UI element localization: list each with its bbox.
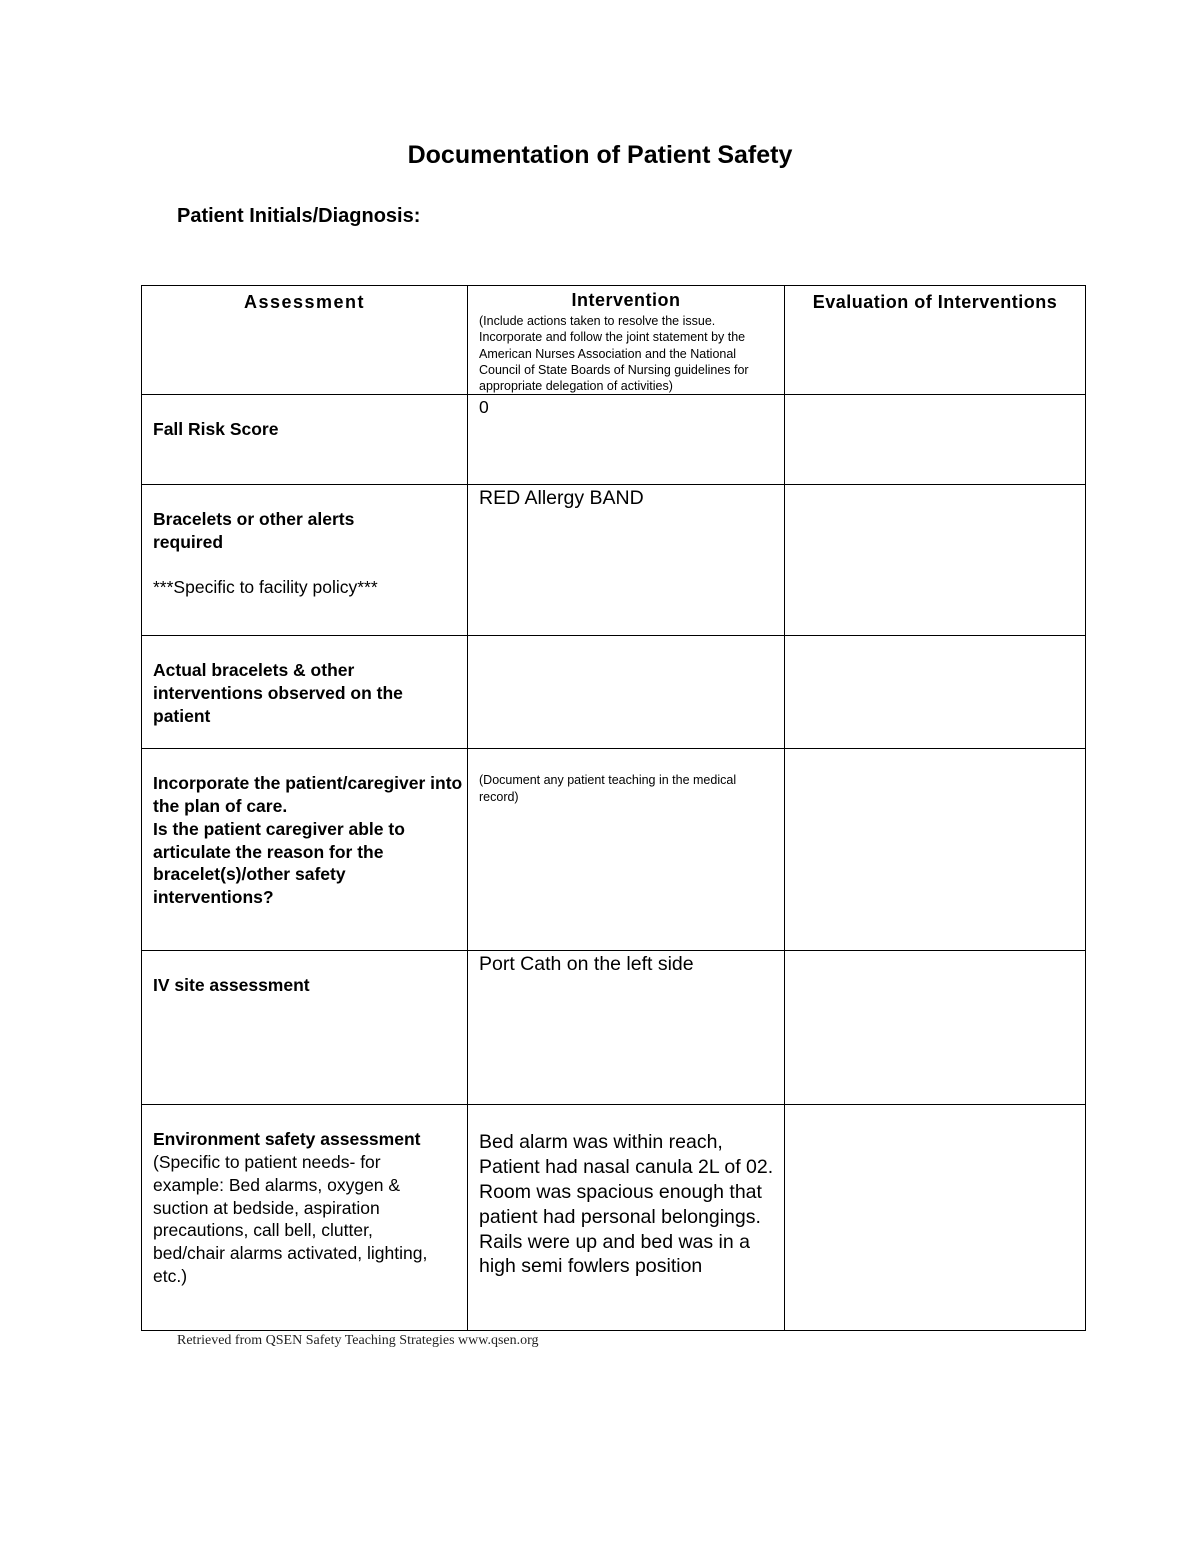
bracelets-label-cell [142,485,468,636]
environment-label-cell [142,1105,468,1331]
fall-risk-label-cell [142,395,468,485]
patient-safety-table [141,285,1086,1331]
fall-risk-label: Fall Risk Score [153,419,279,440]
environment-intervention-cell[interactable] [468,1105,785,1331]
header-intervention-note: (Include actions taken to resolve the issue. Incorporate and follow the joint statement by the American Nurses Association and the National Council of State Boards of Nursing guidelines for appropriate delegation of activities) [479,314,749,394]
header-intervention-cell [468,286,785,395]
iv-site-intervention-cell[interactable] [468,951,785,1105]
iv-site-evaluation-cell[interactable] [785,951,1086,1105]
iv-site-label: IV site assessment [153,975,310,996]
header-intervention: Intervention [571,290,681,310]
actual-bracelets-evaluation-cell[interactable] [785,636,1086,749]
bracelets-intervention-text: RED Allergy BAND [479,487,644,510]
environment-intervention-text: Bed alarm was within reach, Patient had nasal canula 2L of 02. Room was spacious enough that patient had personal belongings. Rails were up and bed was in a high semi fowlers position [479,1131,774,1278]
header-assessment-cell [142,286,468,395]
fall-risk-score-value: 0 [479,397,489,418]
fall-risk-intervention-cell[interactable] [468,395,785,485]
caregiver-label-cell [142,749,468,951]
caregiver-label-line2: Is the patient caregiver able to articulate the reason for the bracelet(s)/other safety interventions? [153,818,405,907]
iv-site-label-cell [142,951,468,1105]
iv-site-intervention-text: Port Cath on the left side [479,953,694,976]
bracelets-label: Bracelets or other alerts required [153,509,355,553]
table-row [142,1105,1086,1331]
environment-note: (Specific to patient needs- for example: Bed alarms, oxygen & suction at bedside, aspiration precautions, call bell, clutter, bed/chair alarms activated, lighting, etc.) [153,1152,428,1286]
table-row [142,485,1086,636]
environment-label: Environment safety assessment [153,1129,421,1150]
source-footer: Retrieved from QSEN Safety Teaching Strategies www.qsen.org [177,1333,539,1348]
header-row [142,286,1086,395]
patient-initials-label: Patient Initials/Diagnosis: [177,205,421,227]
header-evaluation-cell [785,286,1086,395]
caregiver-teaching-note: (Document any patient teaching in the medical record) [479,773,737,804]
header-evaluation: Evaluation of Interventions [812,292,1058,312]
actual-bracelets-label: Actual bracelets & other interventions observed on the patient [153,660,403,726]
bracelets-policy-note: ***Specific to facility policy*** [153,576,378,597]
caregiver-label-line1: Incorporate the patient/caregiver into the plan of care. [153,773,463,817]
document-title: Documentation of Patient Safety [407,141,793,169]
table-row [142,395,1086,485]
fall-risk-evaluation-cell[interactable] [785,395,1086,485]
table-row [142,749,1086,951]
actual-bracelets-label-cell [142,636,468,749]
caregiver-evaluation-cell[interactable] [785,749,1086,951]
bracelets-evaluation-cell[interactable] [785,485,1086,636]
table-row [142,951,1086,1105]
header-assessment: Assessment [243,292,366,312]
bracelets-intervention-cell[interactable] [468,485,785,636]
table-row [142,636,1086,749]
environment-evaluation-cell[interactable] [785,1105,1086,1331]
actual-bracelets-intervention-cell[interactable] [468,636,785,749]
caregiver-intervention-cell[interactable] [468,749,785,951]
